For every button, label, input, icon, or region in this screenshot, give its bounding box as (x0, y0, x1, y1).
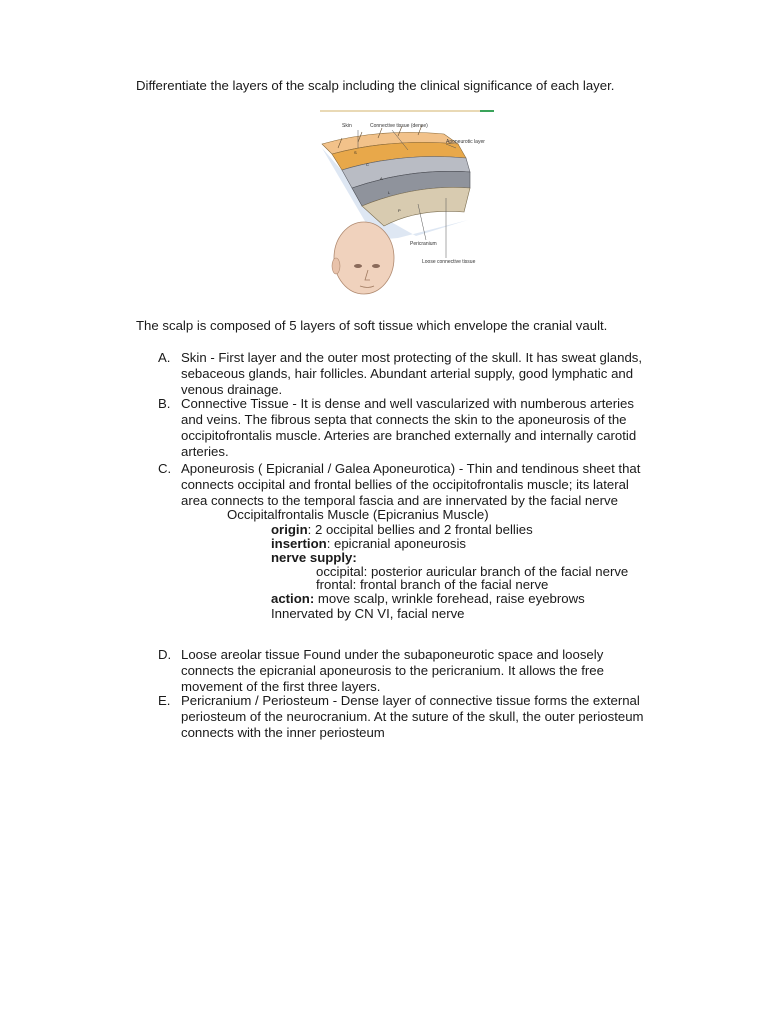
item-e-text (181, 693, 681, 741)
item-c-line: area connects to the temporal fascia and are innervated by the facial nerve (181, 493, 618, 508)
letter-a: A (380, 176, 383, 181)
item-d-line: Loose areolar tissue Found under the subaponeurotic space and loosely (181, 647, 604, 662)
item-b-letter: B. (158, 396, 171, 411)
item-d-line: connects the epicranial aponeurosis to the pericranium. It allows the free (181, 663, 604, 678)
item-b-text (181, 396, 681, 460)
item-b-line: and veins. The fibrous septa that connects the skin to the aponeurosis of the (181, 412, 627, 427)
letter-p: P (398, 208, 401, 213)
label-aponeurotic: Aponeurotic layer (446, 139, 485, 145)
action-text: move scalp, wrinkle forehead, raise eyebrows (314, 591, 585, 606)
item-e-letter: E. (158, 693, 171, 708)
intro-paragraph: The scalp is composed of 5 layers of soft tissue which envelope the cranial vault. (136, 318, 608, 333)
item-d-line: movement of the first three layers. (181, 679, 381, 694)
nerve-frontal: frontal: frontal branch of the facial nerve (316, 577, 549, 592)
letter-l: L (388, 190, 391, 195)
letter-c: C (366, 162, 369, 167)
item-c-line: connects occipital and frontal bellies of the occipitofrontalis muscle; its lateral (181, 477, 629, 492)
item-e-line: periosteum of the neurocranium. At the suture of the skull, the outer periosteum (181, 709, 644, 724)
head-illustration (334, 222, 394, 294)
item-a-line: sebaceous glands, hair follicles. Abundant arterial supply, good lymphatic and (181, 366, 634, 381)
muscle-nerve-label: nerve supply: (271, 550, 357, 565)
muscle-action (271, 591, 585, 607)
head-eye (354, 264, 362, 268)
insertion-text: : epicranial aponeurosis (326, 536, 466, 551)
item-b-line: occipitofrontalis muscle. Arteries are branched externally and internally carotid (181, 428, 637, 443)
label-connective-dense: Connective tissue (dense) (370, 123, 428, 129)
item-a-letter: A. (158, 350, 171, 365)
insertion-label: insertion (271, 536, 327, 551)
item-a-line: Skin - First layer and the outer most protecting of the skull. It has sweat glands, (181, 350, 643, 365)
head-eye-right (372, 264, 380, 268)
label-pericranium: Pericranium (410, 241, 437, 247)
label-skin: Skin (342, 123, 352, 129)
scalp-layers-figure (318, 108, 496, 304)
item-c-text (181, 461, 681, 509)
scalp-layers-illustration (318, 108, 496, 304)
muscle-title: Occipitalfrontalis Muscle (Epicranius Muscle) (227, 507, 489, 522)
item-b-line: arteries. (181, 444, 229, 459)
item-a-text (181, 350, 681, 398)
letter-s: S (354, 150, 357, 155)
action-label: action: (271, 591, 315, 606)
item-d-letter: D. (158, 647, 172, 662)
item-c-letter: C. (158, 461, 172, 476)
item-b-line: Connective Tissue - It is dense and well vascularized with numberous arteries (181, 396, 634, 411)
item-e-line: Pericranium / Periosteum - Dense layer of connective tissue forms the external (181, 693, 640, 708)
head-ear (332, 258, 340, 274)
item-e-line: connects with the inner periosteum (181, 725, 385, 740)
nerve-occipital: occipital: posterior auricular branch of the facial nerve (316, 564, 629, 579)
item-a-line: venous drainage. (181, 382, 283, 397)
item-d-text (181, 647, 681, 695)
origin-label: origin (271, 522, 308, 537)
muscle-innervated: Innervated by CN VI, facial nerve (271, 606, 465, 621)
question-heading: Differentiate the layers of the scalp including the clinical significance of each layer. (136, 78, 615, 93)
origin-text: : 2 occipital bellies and 2 frontal bellies (307, 522, 533, 537)
item-c-line: Aponeurosis ( Epicranial / Galea Aponeurotica) - Thin and tendinous sheet that (181, 461, 641, 476)
label-loose-connective: Loose connective tissue (422, 259, 476, 265)
